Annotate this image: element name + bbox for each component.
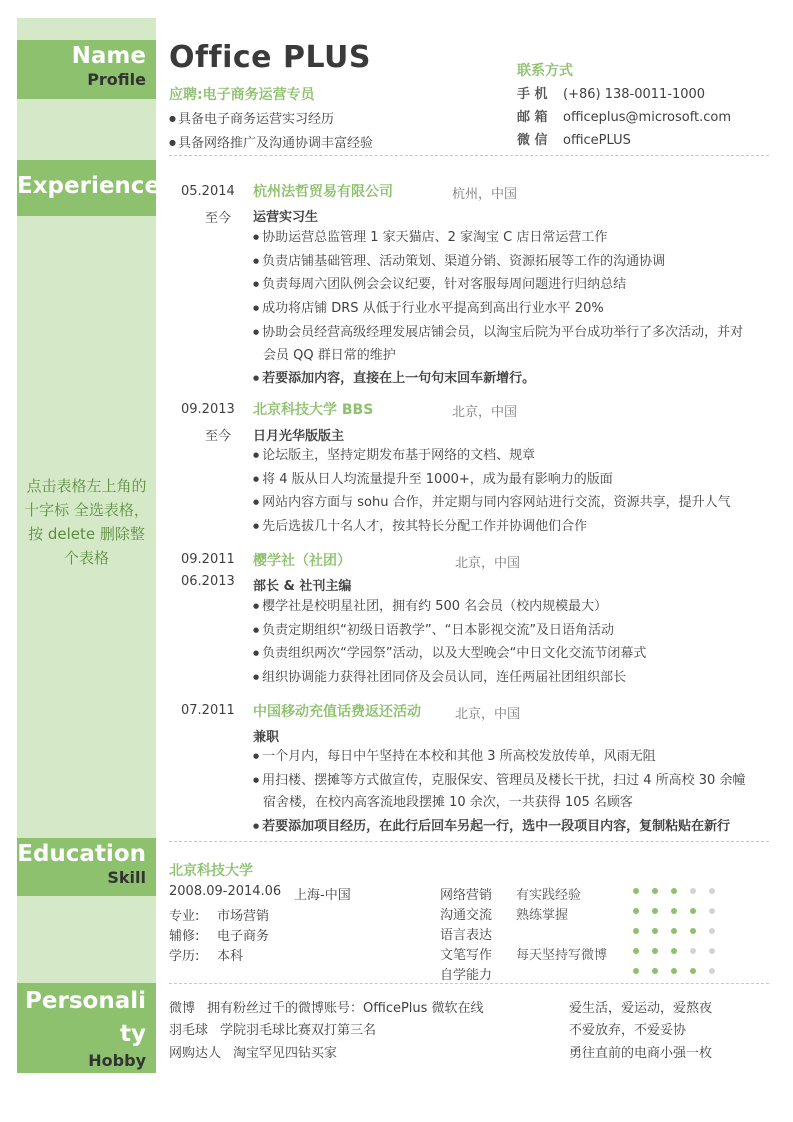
contact-email[interactable]: officeplus@microsoft.com — [563, 110, 732, 125]
list-item: ● 网站内容方面与 sohu 合作，并定期与同内容网站进行交流，资源共享，提升人气 — [253, 491, 753, 515]
exp-bullets — [253, 444, 753, 539]
hobby-row — [169, 997, 484, 1016]
skill-level-dots — [633, 908, 733, 914]
list-item: ● 成功将店铺 DRS 从低于行业水平提高到高出行业水平 20% — [253, 297, 753, 321]
hobby-key: 网购达人 — [169, 1046, 222, 1061]
contact-label: 邮 箱 — [517, 110, 548, 125]
edu-label: 专业: — [169, 909, 200, 924]
skill-dot-filled — [652, 928, 658, 934]
skill-level-dots — [633, 928, 733, 934]
contact-email-row — [517, 106, 731, 125]
exp-role: 运营实习生 — [253, 210, 319, 225]
hobby-value: 学院羽毛球比赛双打第三名 — [220, 1023, 377, 1038]
skill-name: 网络营销 — [440, 888, 493, 903]
skill-dot-filled — [671, 968, 677, 974]
edu-degree: 本科 — [217, 949, 244, 964]
skill-dot-empty — [709, 908, 715, 914]
exp-date-end: 至今 — [205, 429, 232, 444]
list-item: ● 论坛版主，坚持定期发布基于网络的文档、规章 — [253, 444, 753, 468]
skill-level-dots — [633, 888, 733, 894]
hobby-row — [169, 1042, 337, 1061]
edu-school: 北京科技大学 — [169, 863, 253, 879]
skill-dot-empty — [690, 948, 696, 954]
list-item: ● 协助运营总监管理 1 家天猫店、2 家淘宝 C 店日常运营工作 — [253, 226, 753, 250]
edu-place: 上海-中国 — [294, 888, 351, 903]
exp-bullets — [253, 745, 753, 839]
divider — [169, 841, 769, 842]
contact-phone[interactable]: (+86) 138-0011-1000 — [563, 87, 706, 102]
skill-level-dots — [633, 968, 733, 974]
skill-dot-filled — [671, 928, 677, 934]
sidebar-note: 点击表格左上角的 十字标 全选表格，按 delete 删除整个表格 — [24, 477, 149, 567]
divider — [169, 983, 769, 984]
skill-dot-empty — [709, 928, 715, 934]
list-item: ● 将 4 版从日人均流量提升至 1000+，成为最有影响力的版面 — [253, 468, 753, 492]
hobby-value: 淘宝罕见四钻买家 — [233, 1046, 338, 1061]
list-item: ● 负责组织两次“学园祭”活动，以及大型晚会“中日文化交流节闭幕式 — [253, 642, 753, 666]
section-title: Education — [17, 841, 146, 867]
list-item: ● 若要添加内容，直接在上一句句末回车新增行。 — [253, 367, 753, 391]
skill-desc: 每天坚持写微博 — [516, 948, 608, 963]
exp-role: 兼职 — [253, 730, 280, 745]
contact-title: 联系方式 — [517, 63, 573, 79]
list-item: ● 负责店铺基础管理、活动策划、渠道分销、资源拓展等工作的沟通协调 — [253, 250, 753, 274]
skill-dot-filled — [652, 888, 658, 894]
exp-organization: 樱学社（社团） — [253, 553, 351, 569]
contact-wechat-row — [517, 129, 631, 148]
skill-dot-filled — [633, 908, 639, 914]
candidate-name: Office PLUS — [169, 40, 371, 75]
section-title: Personality — [25, 988, 146, 1047]
skill-desc: 有实践经验 — [516, 888, 582, 903]
skill-dot-filled — [652, 968, 658, 974]
exp-location: 北京，中国 — [452, 405, 518, 420]
section-header-personality — [17, 983, 156, 1073]
skill-dot-filled — [633, 928, 639, 934]
edu-label: 学历: — [169, 949, 200, 964]
contact-label: 微 信 — [517, 133, 548, 148]
exp-organization: 北京科技大学 BBS — [253, 402, 374, 418]
exp-role: 日月光华版版主 — [253, 429, 345, 444]
edu-major-row — [169, 905, 269, 924]
skill-dot-filled — [671, 948, 677, 954]
exp-location: 北京，中国 — [455, 556, 521, 571]
job-objective: 应聘:电子商务运营专员 — [169, 87, 315, 103]
exp-role: 部长 & 社刊主编 — [253, 579, 352, 594]
list-item: ● 组织协调能力获得社团同侪及会员认同，连任两届社团组织部长 — [253, 666, 753, 690]
skill-dot-filled — [652, 948, 658, 954]
section-header-experience — [17, 160, 161, 216]
hobby-trait: 爱生活，爱运动，爱熬夜 — [569, 1001, 713, 1016]
section-subtitle: Profile — [87, 70, 146, 89]
skill-desc: 熟练掌握 — [516, 908, 569, 923]
list-item: ● 先后选拔几十名人才，按其特长分配工作并协调他们合作 — [253, 515, 753, 539]
list-item: ● 负责每周六团队例会会议纪要，针对客服每周问题进行归纳总结 — [253, 273, 753, 297]
section-subtitle: Hobby — [88, 1051, 146, 1070]
exp-date-start: 07.2011 — [181, 703, 235, 718]
list-item: ● 一个月内，每日中午坚持在本校和其他 3 所高校发放传单，风雨无阻 — [253, 745, 753, 769]
list-item: ● 用扫楼、摆摊等方式做宣传，克服保安、管理员及楼长干扰，扫过 4 所高校 30 余幢宿舍楼，在校内高客流地段摆摊 10 余次，一共获得 105 名顾客 — [253, 769, 753, 815]
exp-bullets — [253, 595, 753, 690]
skill-dot-filled — [690, 968, 696, 974]
exp-date-start: 09.2013 — [181, 402, 235, 417]
skill-dot-empty — [709, 888, 715, 894]
skill-dot-empty — [709, 968, 715, 974]
exp-date-end: 至今 — [205, 211, 232, 226]
hobby-row — [169, 1019, 376, 1038]
skill-dot-filled — [690, 928, 696, 934]
hobby-key: 羽毛球 — [169, 1023, 209, 1038]
list-item: ● 负责定期组织“初级日语教学”、“日本影视交流”及日语角活动 — [253, 619, 753, 643]
skill-dot-empty — [690, 888, 696, 894]
skill-dot-filled — [652, 908, 658, 914]
list-item: ● 协助会员经营高级经理发展店铺会员，以淘宝后院为平台成功举行了多次活动，并对会员 QQ 群日常的维护 — [253, 321, 753, 367]
exp-date-start: 05.2014 — [181, 184, 235, 199]
skill-name: 沟通交流 — [440, 908, 493, 923]
exp-location: 北京，中国 — [455, 707, 521, 722]
section-header-name — [17, 40, 156, 99]
skill-level-dots — [633, 948, 733, 954]
contact-wechat: officePLUS — [563, 133, 631, 148]
edu-degree-row — [169, 945, 243, 964]
edu-minor: 电子商务 — [217, 929, 270, 944]
exp-location: 杭州，中国 — [452, 187, 518, 202]
hobby-key: 微博 — [169, 1001, 196, 1016]
divider — [169, 155, 769, 156]
exp-date-start: 09.2011 — [181, 552, 235, 567]
section-subtitle: Skill — [107, 868, 146, 887]
skill-dot-filled — [633, 948, 639, 954]
skill-dot-empty — [709, 948, 715, 954]
edu-label: 辅修: — [169, 929, 200, 944]
skill-dot-filled — [671, 908, 677, 914]
list-item: ● 若要添加项目经历，在此行后回车另起一行，选中一段项目内容，复制粘贴在新行 — [253, 815, 753, 839]
skill-dot-filled — [633, 968, 639, 974]
section-title: Experience — [17, 173, 161, 199]
list-item: ● 樱学社是校明星社团，拥有约 500 名会员（校内规模最大） — [253, 595, 753, 619]
profile-feature: ● 具备电子商务运营实习经历 — [169, 108, 334, 127]
exp-organization: 杭州法哲贸易有限公司 — [253, 184, 393, 200]
edu-period: 2008.09-2014.06 — [169, 884, 282, 899]
hobby-trait: 不爱放弃，不爱妥协 — [569, 1023, 687, 1038]
edu-minor-row — [169, 925, 269, 944]
skill-name: 文笔写作 — [440, 948, 493, 963]
contact-phone-row — [517, 83, 705, 102]
edu-major: 市场营销 — [217, 909, 270, 924]
exp-date-end: 06.2013 — [181, 574, 235, 589]
hobby-value: 拥有粉丝过千的微博账号：OfficePlus 微软在线 — [207, 1001, 484, 1016]
exp-bullets — [253, 226, 753, 391]
skill-name: 语言表达 — [440, 928, 493, 943]
exp-organization: 中国移动充值话费返还活动 — [253, 704, 421, 720]
contact-label: 手 机 — [517, 87, 548, 102]
section-header-education — [17, 838, 156, 896]
skill-dot-filled — [671, 888, 677, 894]
hobby-trait: 勇往直前的电商小强一枚 — [569, 1046, 713, 1061]
skill-dot-filled — [690, 908, 696, 914]
skill-name: 自学能力 — [440, 968, 493, 983]
section-title: Name — [71, 43, 146, 69]
profile-feature: ● 具备网络推广及沟通协调丰富经验 — [169, 132, 373, 151]
skill-dot-filled — [633, 888, 639, 894]
